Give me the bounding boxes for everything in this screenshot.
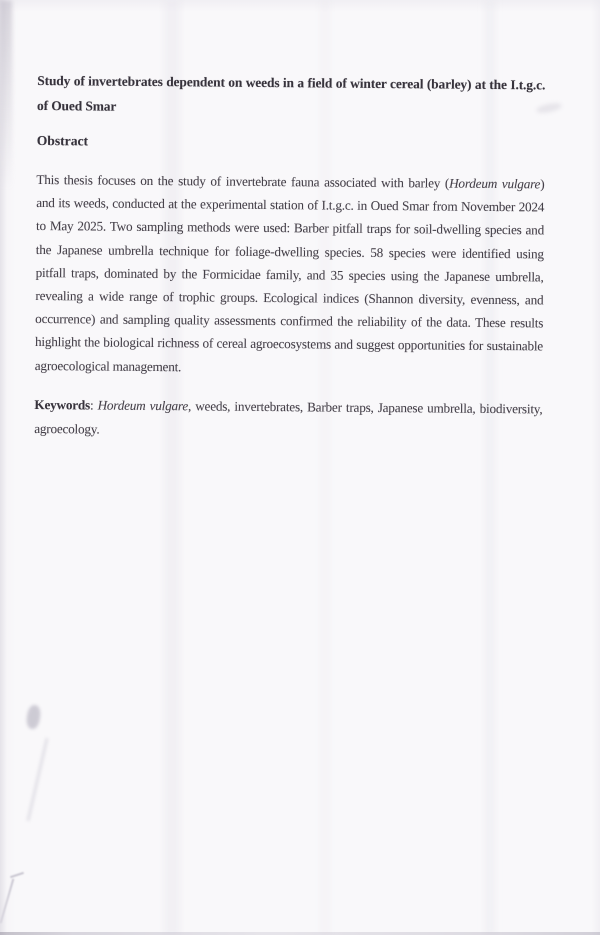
scan-smudge — [25, 704, 41, 730]
abstract-paragraph — [35, 168, 545, 381]
text-run: : — [89, 397, 98, 413]
text-run: ) and its weeds, conducted at the experimental station of I.t.g.c. in Oued Smar from November 2024 to May 2025. Two sampling methods were used: Barber pitfall traps for soil-dwelling species and the Japanese umbrella technique for foliage-dwelling species. 58 species were identified using pitfall traps, dominated by the Formicidae family, and 35 species using the Japanese umbrella, revealing a wide range of trophic groups. Ecological indices (Shannon diversity, evenness, and occurrence) and sampling quality assessments confirmed the reliability of the data. These results highlight the biological richness of cereal agroecosystems and suggest opportunities for sustainable agroecological management. — [34, 176, 545, 374]
page-content — [34, 0, 546, 437]
scan-streak — [320, 0, 330, 935]
scan-smudge — [26, 738, 48, 821]
scan-pencil-mark — [4, 874, 30, 928]
page-title: Study of invertebrates dependent on weeds in a field of winter cereal (barley) at the I.t.g.c. of Oued Smar — [37, 72, 546, 114]
text-run: This thesis focuses on the study of invertebrate fauna associated with barley ( — [36, 171, 450, 191]
italic-text-run: Hordeum vulgare — [449, 175, 541, 192]
italic-text-run: Hordeum vulgare — [97, 397, 189, 414]
keywords-line — [34, 393, 542, 444]
text-run: , weeds, invertebrates, Barber traps, Japanese umbrella, biodiversity, agroecology. — [34, 398, 543, 437]
scan-streak — [164, 0, 180, 935]
scan-shadow-top-left — [0, 0, 12, 190]
bold-text-run: Keywords — [34, 396, 91, 413]
abstract-heading: Obstract — [36, 132, 89, 149]
scan-streak — [484, 0, 496, 935]
